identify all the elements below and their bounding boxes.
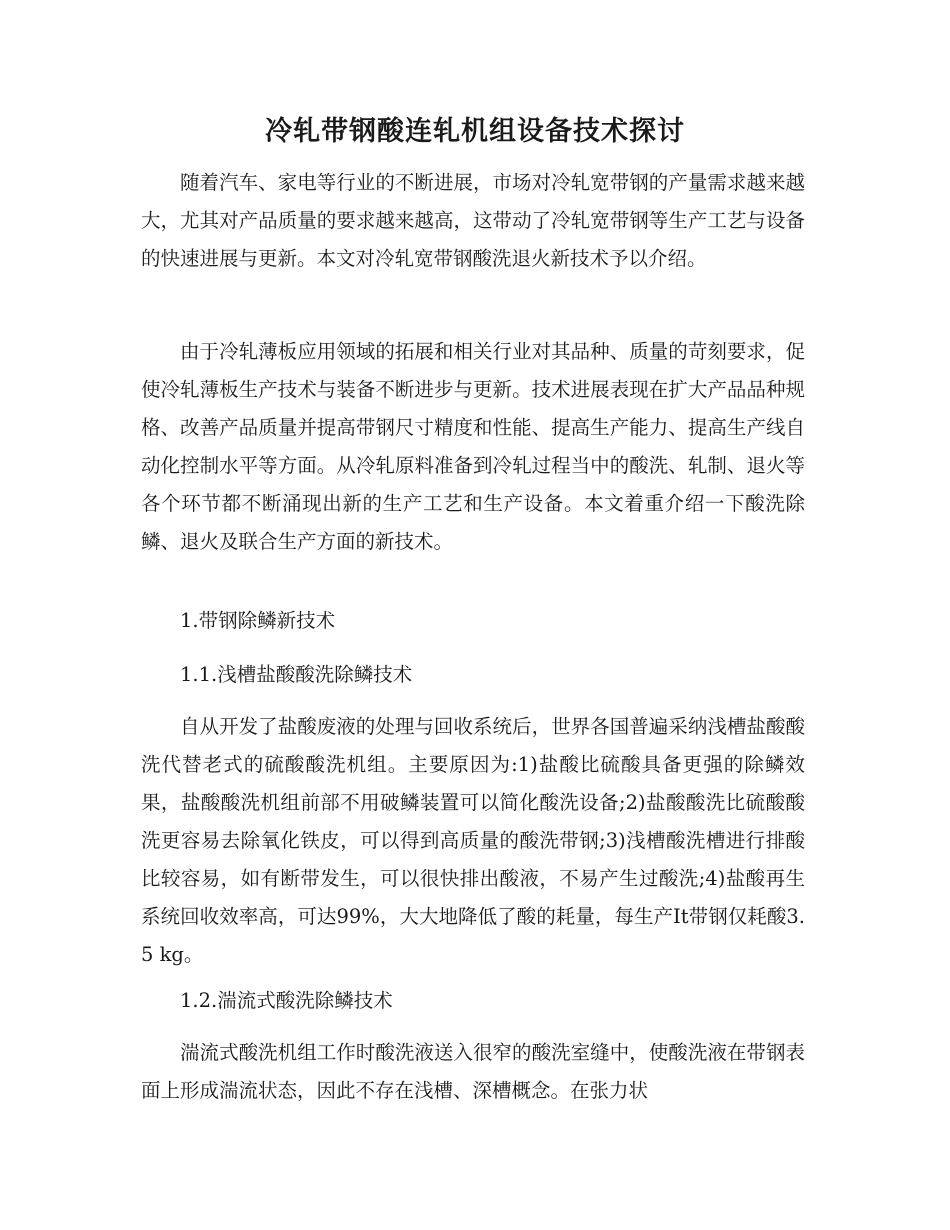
section-heading-1-2: 1.2.湍流式酸洗除鳞技术 — [180, 989, 393, 1012]
section-heading-1: 1.带钢除鳞新技术 — [180, 609, 336, 632]
turbulent-paragraph: 湍流式酸洗机组工作时酸洗液送入很窄的酸洗室缝中，使酸洗液在带钢表面上形成湍流状态，因此不存在浅槽、深槽概念。在张力状 — [141, 1041, 805, 1102]
background-paragraph: 由于冷轧薄板应用领域的拓展和相关行业对其品种、质量的苛刻要求，促使冷轧薄板生产技术与装备不断进步与更新。技术进展表现在扩大产品品种规格、改善产品质量并提高带钢尺寸精度和性能、提高生产能力、提高生产线自动化控制水平等方面。从冷轧原料准备到冷轧过程当中的酸洗、轧制、退火等各个环节都不断涌现出新的生产工艺和生产设备。本文着重介绍一下酸洗除鳞、退火及联合生产方面的新技术。 — [141, 340, 805, 553]
shallow-tank-paragraph: 自从开发了盐酸废液的处理与回收系统后，世界各国普遍采纳浅槽盐酸酸洗代替老式的硫酸酸洗机组。主要原因为:1)盐酸比硫酸具备更强的除鳞效果，盐酸酸洗机组前部不用破鳞装置可以简化酸洗设备;2)盐酸酸洗比硫酸酸洗更容易去除氧化铁皮，可以得到高质量的酸洗带钢;3)浅槽酸洗槽进行排酸比较容易，如有断带发生，可以很快排出酸液，不易产生过酸洗;4)盐酸再生系统回收效率高，可达99%，大大地降低了酸的耗量，每生产It带钢仅耗酸3.5 kg。 — [141, 715, 805, 966]
document-title: 冷轧带钢酸连轧机组设备技术探讨 — [265, 116, 685, 147]
intro-paragraph: 随着汽车、家电等行业的不断进展，市场对冷轧宽带钢的产量需求越来越大，尤其对产品质量的要求越来越高，这带动了冷轧宽带钢等生产工艺与设备的快速进展与更新。本文对冷轧宽带钢酸洗退火新技术予以介绍。 — [141, 171, 805, 270]
section-heading-1-1: 1.1.浅槽盐酸酸洗除鳞技术 — [180, 663, 413, 686]
